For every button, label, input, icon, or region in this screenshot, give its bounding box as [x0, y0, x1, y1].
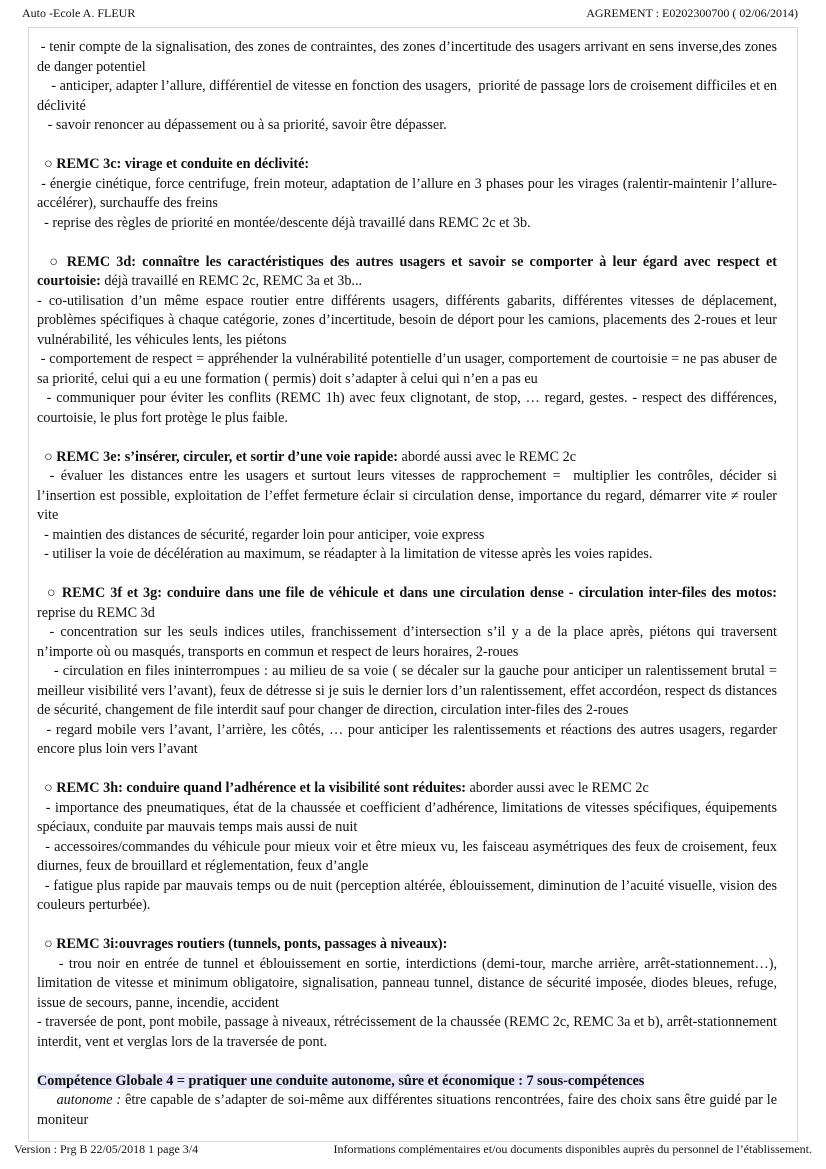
- footer-info: Informations complémentaires et/ou documents disponibles auprès du personnel de l’établissement.: [333, 1142, 812, 1156]
- intro-line: - savoir renoncer au dépassement ou à sa priorité, savoir être dépasser.: [37, 117, 447, 133]
- section-suffix: aborder aussi avec le REMC 2c: [465, 780, 649, 796]
- section-line: - importance des pneumatiques, état de la chaussée et coefficient d’adhérence, limitations de vitesses spécifiques, équipements spéciaux, conduite par mauvais temps mais aussi de nuit: [37, 799, 777, 835]
- definition-text: être capable de s’adapter de soi-même aux différentes situations rencontrées, faire des choix sans être guidé par le moniteur: [37, 1092, 778, 1128]
- section-line: - comportement de respect = appréhender la vulnérabilité potentielle d’un usager, comportement de courtoisie = ne pas abuser de sa priorité, celui qui a eu une formation ( permis) doit s’adapter à celui qui n’en a pas eu: [37, 351, 777, 387]
- header-agrement: AGREMENT : E0202300700 ( 02/06/2014): [586, 6, 798, 20]
- intro-line: - tenir compte de la signalisation, des zones de contraintes, des zones d’incertitude des usagers arrivant en sens inverse,des zones de danger potentiel: [37, 39, 777, 75]
- section-remc-3d-heading: [37, 253, 777, 292]
- section-line: - concentration sur les seuls indices utiles, franchissement d’intersection s’il y a de la place après, piétons qui traversent n’importe où ou masqués, transports en commun et respect de leurs horaires, 2-roues: [37, 624, 777, 660]
- section-line: - utiliser la voie de décélération au maximum, se réadapter à la limitation de vitesse après les voies rapides.: [37, 546, 653, 562]
- competence-heading: [37, 1072, 777, 1092]
- section-title: ○ REMC 3d: connaître les caractéristiques des autres usagers et savoir se comporter à leur égard avec respect et courtoisie:: [37, 253, 777, 289]
- section-title: ○ REMC 3h: conduire quand l’adhérence et la visibilité sont réduites:: [37, 780, 466, 796]
- section-title: ○ REMC 3f et 3g: conduire dans une file de véhicule et dans une circulation dense - circulation inter-files des motos:: [37, 585, 777, 601]
- section-line: - évaluer les distances entre les usagers et surtout leurs vitesses de rapprochement = multiplier les contrôles, décider si l’insertion est possible, exploitation de l’effet fermeture éclair si circulation dense, importance du regard, démarrer vite ≠ rouler vite: [37, 468, 777, 523]
- section-title: ○ REMC 3c: virage et conduite en déclivité:: [37, 156, 310, 172]
- competence-title: Compétence Globale 4 = pratiquer une conduite autonome, sûre et économique : 7 sous-compétences: [37, 1072, 645, 1089]
- section-remc-3i-heading: [37, 935, 777, 955]
- section-remc-3f-3g-heading: [37, 584, 777, 623]
- section-line: - trou noir en entrée de tunnel et éblouissement en sortie, interdictions (demi-tour, marche arrière, arrêt-stationnement…), limitation de vitesse et minimum obligatoire, signalisation, panneau tunnel, distance de sécurité imposée, diodes bleues, refuge, issue de secours, panne, incendie, accident: [37, 955, 777, 1011]
- intro-line: - anticiper, adapter l’allure, différentiel de vitesse en fonction des usagers, priorité de passage lors de croisement difficiles et en déclivité: [37, 78, 777, 114]
- section-line: - communiquer pour éviter les conflits (REMC 1h) avec feux clignotant, de stop, … regard, gestes. - respect des différences, courtoisie, le plus fort protège le plus faible.: [37, 390, 777, 426]
- footer-version: Version : Prg B 22/05/2018 1 page 3/4: [14, 1142, 199, 1156]
- competence-definition: [37, 1091, 777, 1130]
- section-title: ○ REMC 3e: s’insérer, circuler, et sortir d’une voie rapide:: [37, 448, 398, 465]
- section-title: ○ REMC 3i:ouvrages routiers (tunnels, ponts, passages à niveaux):: [37, 936, 448, 952]
- definition-term: autonome :: [56, 1092, 122, 1108]
- section-suffix: abordé aussi avec le REMC 2c: [397, 448, 577, 465]
- section-line: - regard mobile vers l’avant, l’arrière, les côtés, … pour anticiper les ralentissements et réactions des autres usagers, regarder encore plus loin vers l’avant: [37, 721, 777, 757]
- section-line: - fatigue plus rapide par mauvais temps ou de nuit (perception altérée, éblouissement, diminution de l’acuité visuelle, vision des couleurs perturbée).: [37, 877, 777, 913]
- section-line: - maintien des distances de sécurité, regarder loin pour anticiper, voie express: [37, 526, 485, 543]
- section-line: - co-utilisation d’un même espace routier entre différents usagers, différents gabarits, différentes vitesses de déplacement, problèmes spécifiques à chaque catégorie, zones d’incertitude, besoin de déport pour les camions, placements des 2-roues et leur vulnérabilité, les véhicules lents, les piétons: [37, 292, 777, 348]
- section-line: - accessoires/commandes du véhicule pour mieux voir et être mieux vu, les faisceau asymétriques des feux de croisement, feux diurnes, feux de brouillard et réglementation, feux d’angle: [37, 838, 777, 874]
- section-remc-3e-heading: [37, 448, 777, 468]
- section-line: - énergie cinétique, force centrifuge, frein moteur, adaptation de l’allure en 3 phases pour les virages (ralentir-maintenir l’allure-accélérer), surchauffe des freins: [37, 175, 777, 211]
- section-line: - circulation en files ininterrompues : au milieu de sa voie ( se décaler sur la gauche pour anticiper un ralentissement brutal = meilleur visibilité vers l’avant), feux de détresse si je suis le dernier lors d’un ralentissement, effet accordéon, respect ds distances de sécurité, changement de file interdit sauf pour changer de direction, circulation inter-files des 2-roues: [37, 663, 777, 718]
- header-school-name: Auto -Ecole A. FLEUR: [22, 6, 136, 20]
- section-remc-3h-heading: [37, 779, 777, 799]
- section-suffix: reprise du REMC 3d: [37, 604, 155, 621]
- section-remc-3c-heading: [37, 155, 777, 175]
- document-body: [37, 38, 777, 1130]
- section-line: - reprise des règles de priorité en montée/descente déjà travaillé dans REMC 2c et 3b.: [37, 214, 531, 231]
- section-suffix: déjà travaillé en REMC 2c, REMC 3a et 3b...: [100, 273, 363, 289]
- section-line: - traversée de pont, pont mobile, passage à niveaux, rétrécissement de la chaussée (REMC 2c, REMC 3a et b), arrêt-stationnement interdit, vent et verglas lors de la traversée de pont.: [37, 1014, 777, 1050]
